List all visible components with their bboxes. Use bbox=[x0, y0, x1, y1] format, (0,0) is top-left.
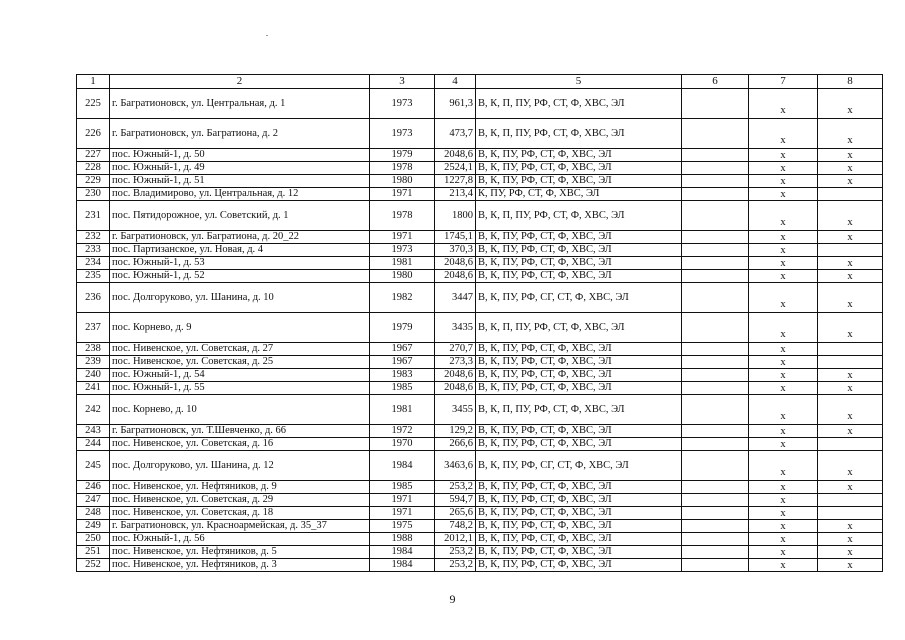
table-row bbox=[77, 162, 883, 175]
col7-mark-cell: х bbox=[749, 507, 818, 520]
header-col-8: 8 bbox=[818, 75, 883, 89]
row-number-cell: 248 bbox=[77, 507, 110, 520]
services-cell: В, К, ПУ, РФ, СГ, СТ, Ф, ХВС, ЭЛ bbox=[476, 283, 682, 313]
services-cell: В, К, П, ПУ, РФ, СТ, Ф, ХВС, ЭЛ bbox=[476, 395, 682, 425]
header-col-7: 7 bbox=[749, 75, 818, 89]
table-row bbox=[77, 520, 883, 533]
col6-cell bbox=[682, 533, 749, 546]
table-row bbox=[77, 119, 883, 149]
services-cell: В, К, ПУ, РФ, СТ, Ф, ХВС, ЭЛ bbox=[476, 438, 682, 451]
col8-mark-cell: х bbox=[818, 481, 883, 494]
table-row bbox=[77, 382, 883, 395]
year-cell: 1981 bbox=[370, 257, 435, 270]
table-row bbox=[77, 356, 883, 369]
services-cell: В, К, ПУ, РФ, СТ, Ф, ХВС, ЭЛ bbox=[476, 356, 682, 369]
year-cell: 1967 bbox=[370, 343, 435, 356]
col8-mark-cell: х bbox=[818, 425, 883, 438]
row-number-cell: 228 bbox=[77, 162, 110, 175]
col7-mark-cell: х bbox=[749, 438, 818, 451]
col8-mark-cell bbox=[818, 343, 883, 356]
col6-cell bbox=[682, 369, 749, 382]
services-cell: В, К, ПУ, РФ, СТ, Ф, ХВС, ЭЛ bbox=[476, 162, 682, 175]
year-cell: 1975 bbox=[370, 520, 435, 533]
col7-mark-cell: х bbox=[749, 369, 818, 382]
col8-mark-cell: х bbox=[818, 149, 883, 162]
col7-mark-cell: х bbox=[749, 270, 818, 283]
col8-mark-cell: х bbox=[818, 175, 883, 188]
col7-mark-cell: х bbox=[749, 244, 818, 257]
header-col-5: 5 bbox=[476, 75, 682, 89]
table-row bbox=[77, 533, 883, 546]
col6-cell bbox=[682, 188, 749, 201]
address-cell: пос. Южный-1, д. 55 bbox=[110, 382, 370, 395]
col7-mark-cell: х bbox=[749, 89, 818, 119]
year-cell: 1971 bbox=[370, 494, 435, 507]
services-cell: В, К, ПУ, РФ, СТ, Ф, ХВС, ЭЛ bbox=[476, 382, 682, 395]
col8-mark-cell: х bbox=[818, 533, 883, 546]
services-cell: К, ПУ, РФ, СТ, Ф, ХВС, ЭЛ bbox=[476, 188, 682, 201]
row-number-cell: 236 bbox=[77, 283, 110, 313]
services-cell: В, К, ПУ, РФ, СГ, СТ, Ф, ХВС, ЭЛ bbox=[476, 451, 682, 481]
col6-cell bbox=[682, 451, 749, 481]
col7-mark-cell: х bbox=[749, 175, 818, 188]
col8-mark-cell: х bbox=[818, 89, 883, 119]
row-number-cell: 240 bbox=[77, 369, 110, 382]
col8-mark-cell: х bbox=[818, 270, 883, 283]
area-cell: 370,3 bbox=[435, 244, 476, 257]
col6-cell bbox=[682, 507, 749, 520]
year-cell: 1984 bbox=[370, 559, 435, 572]
table-row bbox=[77, 369, 883, 382]
area-cell: 129,2 bbox=[435, 425, 476, 438]
services-cell: В, К, ПУ, РФ, СТ, Ф, ХВС, ЭЛ bbox=[476, 231, 682, 244]
area-cell: 253,2 bbox=[435, 559, 476, 572]
address-cell: пос. Партизанское, ул. Новая, д. 4 bbox=[110, 244, 370, 257]
services-cell: В, К, ПУ, РФ, СТ, Ф, ХВС, ЭЛ bbox=[476, 533, 682, 546]
address-cell: пос. Корнево, д. 10 bbox=[110, 395, 370, 425]
table-row bbox=[77, 481, 883, 494]
col7-mark-cell: х bbox=[749, 149, 818, 162]
services-cell: В, К, ПУ, РФ, СТ, Ф, ХВС, ЭЛ bbox=[476, 175, 682, 188]
table-row bbox=[77, 343, 883, 356]
area-cell: 3455 bbox=[435, 395, 476, 425]
col8-mark-cell bbox=[818, 188, 883, 201]
area-cell: 265,6 bbox=[435, 507, 476, 520]
area-cell: 748,2 bbox=[435, 520, 476, 533]
address-cell: пос. Нивенское, ул. Советская, д. 27 bbox=[110, 343, 370, 356]
table-row bbox=[77, 188, 883, 201]
address-cell: пос. Южный-1, д. 51 bbox=[110, 175, 370, 188]
scan-mark bbox=[266, 35, 268, 36]
year-cell: 1983 bbox=[370, 369, 435, 382]
col6-cell bbox=[682, 175, 749, 188]
area-cell: 213,4 bbox=[435, 188, 476, 201]
row-number-cell: 243 bbox=[77, 425, 110, 438]
col8-mark-cell: х bbox=[818, 283, 883, 313]
col7-mark-cell: х bbox=[749, 188, 818, 201]
year-cell: 1970 bbox=[370, 438, 435, 451]
col8-mark-cell: х bbox=[818, 201, 883, 231]
address-cell: пос. Нивенское, ул. Нефтяников, д. 3 bbox=[110, 559, 370, 572]
year-cell: 1971 bbox=[370, 188, 435, 201]
col8-mark-cell: х bbox=[818, 119, 883, 149]
col6-cell bbox=[682, 494, 749, 507]
year-cell: 1978 bbox=[370, 201, 435, 231]
area-cell: 961,3 bbox=[435, 89, 476, 119]
table-row bbox=[77, 395, 883, 425]
col8-mark-cell: х bbox=[818, 520, 883, 533]
row-number-cell: 244 bbox=[77, 438, 110, 451]
year-cell: 1984 bbox=[370, 546, 435, 559]
row-number-cell: 250 bbox=[77, 533, 110, 546]
year-cell: 1985 bbox=[370, 382, 435, 395]
table-row bbox=[77, 231, 883, 244]
table-row bbox=[77, 546, 883, 559]
col8-mark-cell: х bbox=[818, 231, 883, 244]
address-cell: пос. Нивенское, ул. Советская, д. 29 bbox=[110, 494, 370, 507]
year-cell: 1984 bbox=[370, 451, 435, 481]
area-cell: 2048,6 bbox=[435, 257, 476, 270]
col6-cell bbox=[682, 520, 749, 533]
area-cell: 2048,6 bbox=[435, 369, 476, 382]
col6-cell bbox=[682, 438, 749, 451]
col7-mark-cell: х bbox=[749, 395, 818, 425]
year-cell: 1973 bbox=[370, 89, 435, 119]
col6-cell bbox=[682, 481, 749, 494]
col7-mark-cell: х bbox=[749, 559, 818, 572]
col8-mark-cell: х bbox=[818, 162, 883, 175]
year-cell: 1982 bbox=[370, 283, 435, 313]
area-cell: 273,3 bbox=[435, 356, 476, 369]
address-cell: пос. Нивенское, ул. Советская, д. 18 bbox=[110, 507, 370, 520]
col7-mark-cell: х bbox=[749, 520, 818, 533]
header-col-4: 4 bbox=[435, 75, 476, 89]
year-cell: 1985 bbox=[370, 481, 435, 494]
table-row bbox=[77, 283, 883, 313]
table-row bbox=[77, 149, 883, 162]
services-cell: В, К, П, ПУ, РФ, СТ, Ф, ХВС, ЭЛ bbox=[476, 119, 682, 149]
page-number: 9 bbox=[449, 592, 456, 606]
col6-cell bbox=[682, 425, 749, 438]
services-cell: В, К, ПУ, РФ, СТ, Ф, ХВС, ЭЛ bbox=[476, 149, 682, 162]
col6-cell bbox=[682, 257, 749, 270]
col7-mark-cell: х bbox=[749, 162, 818, 175]
row-number-cell: 226 bbox=[77, 119, 110, 149]
area-cell: 594,7 bbox=[435, 494, 476, 507]
table-row bbox=[77, 257, 883, 270]
table-row bbox=[77, 175, 883, 188]
row-number-cell: 231 bbox=[77, 201, 110, 231]
row-number-cell: 251 bbox=[77, 546, 110, 559]
services-cell: В, К, ПУ, РФ, СТ, Ф, ХВС, ЭЛ bbox=[476, 244, 682, 257]
col8-mark-cell: х bbox=[818, 257, 883, 270]
col7-mark-cell: х bbox=[749, 494, 818, 507]
col8-mark-cell: х bbox=[818, 313, 883, 343]
col6-cell bbox=[682, 162, 749, 175]
address-cell: пос. Нивенское, ул. Советская, д. 16 bbox=[110, 438, 370, 451]
services-cell: В, К, П, ПУ, РФ, СТ, Ф, ХВС, ЭЛ bbox=[476, 201, 682, 231]
col6-cell bbox=[682, 149, 749, 162]
address-cell: г. Багратионовск, ул. Багратиона, д. 2 bbox=[110, 119, 370, 149]
col8-mark-cell: х bbox=[818, 559, 883, 572]
area-cell: 2048,6 bbox=[435, 149, 476, 162]
col6-cell bbox=[682, 231, 749, 244]
services-cell: В, К, ПУ, РФ, СТ, Ф, ХВС, ЭЛ bbox=[476, 343, 682, 356]
address-cell: г. Багратионовск, ул. Центральная, д. 1 bbox=[110, 89, 370, 119]
year-cell: 1979 bbox=[370, 149, 435, 162]
area-cell: 2048,6 bbox=[435, 382, 476, 395]
address-cell: пос. Южный-1, д. 53 bbox=[110, 257, 370, 270]
year-cell: 1973 bbox=[370, 119, 435, 149]
year-cell: 1978 bbox=[370, 162, 435, 175]
col6-cell bbox=[682, 546, 749, 559]
row-number-cell: 235 bbox=[77, 270, 110, 283]
table-row bbox=[77, 438, 883, 451]
services-cell: В, К, ПУ, РФ, СТ, Ф, ХВС, ЭЛ bbox=[476, 369, 682, 382]
services-cell: В, К, ПУ, РФ, СТ, Ф, ХВС, ЭЛ bbox=[476, 257, 682, 270]
area-cell: 266,6 bbox=[435, 438, 476, 451]
col7-mark-cell: х bbox=[749, 382, 818, 395]
row-number-cell: 227 bbox=[77, 149, 110, 162]
services-cell: В, К, ПУ, РФ, СТ, Ф, ХВС, ЭЛ bbox=[476, 559, 682, 572]
housing-register-table bbox=[76, 74, 883, 572]
col6-cell bbox=[682, 382, 749, 395]
services-cell: В, К, ПУ, РФ, СТ, Ф, ХВС, ЭЛ bbox=[476, 270, 682, 283]
services-cell: В, К, ПУ, РФ, СТ, Ф, ХВС, ЭЛ bbox=[476, 425, 682, 438]
table-row bbox=[77, 89, 883, 119]
services-cell: В, К, ПУ, РФ, СТ, Ф, ХВС, ЭЛ bbox=[476, 494, 682, 507]
col7-mark-cell: х bbox=[749, 546, 818, 559]
address-cell: пос. Нивенское, ул. Нефтяников, д. 9 bbox=[110, 481, 370, 494]
table-row bbox=[77, 425, 883, 438]
table-row bbox=[77, 451, 883, 481]
col7-mark-cell: х bbox=[749, 231, 818, 244]
row-number-cell: 245 bbox=[77, 451, 110, 481]
services-cell: В, К, П, ПУ, РФ, СТ, Ф, ХВС, ЭЛ bbox=[476, 313, 682, 343]
services-cell: В, К, П, ПУ, РФ, СТ, Ф, ХВС, ЭЛ bbox=[476, 89, 682, 119]
table-row bbox=[77, 494, 883, 507]
col6-cell bbox=[682, 313, 749, 343]
area-cell: 1227,8 bbox=[435, 175, 476, 188]
address-cell: пос. Долгоруково, ул. Шанина, д. 12 bbox=[110, 451, 370, 481]
col8-mark-cell bbox=[818, 507, 883, 520]
table-row bbox=[77, 507, 883, 520]
area-cell: 270,7 bbox=[435, 343, 476, 356]
col8-mark-cell bbox=[818, 356, 883, 369]
col6-cell bbox=[682, 201, 749, 231]
header-col-1: 1 bbox=[77, 75, 110, 89]
col8-mark-cell: х bbox=[818, 546, 883, 559]
header-col-2: 2 bbox=[110, 75, 370, 89]
address-cell: пос. Долгоруково, ул. Шанина, д. 10 bbox=[110, 283, 370, 313]
address-cell: г. Багратионовск, ул. Багратиона, д. 20_22 bbox=[110, 231, 370, 244]
col6-cell bbox=[682, 89, 749, 119]
col8-mark-cell: х bbox=[818, 395, 883, 425]
col7-mark-cell: х bbox=[749, 283, 818, 313]
address-cell: пос. Нивенское, ул. Нефтяников, д. 5 bbox=[110, 546, 370, 559]
col7-mark-cell: х bbox=[749, 119, 818, 149]
year-cell: 1971 bbox=[370, 231, 435, 244]
services-cell: В, К, ПУ, РФ, СТ, Ф, ХВС, ЭЛ bbox=[476, 481, 682, 494]
address-cell: г. Багратионовск, ул. Т.Шевченко, д. 66 bbox=[110, 425, 370, 438]
row-number-cell: 237 bbox=[77, 313, 110, 343]
col8-mark-cell: х bbox=[818, 451, 883, 481]
row-number-cell: 242 bbox=[77, 395, 110, 425]
row-number-cell: 229 bbox=[77, 175, 110, 188]
address-cell: пос. Южный-1, д. 50 bbox=[110, 149, 370, 162]
header-col-6: 6 bbox=[682, 75, 749, 89]
area-cell: 3447 bbox=[435, 283, 476, 313]
area-cell: 3435 bbox=[435, 313, 476, 343]
services-cell: В, К, ПУ, РФ, СТ, Ф, ХВС, ЭЛ bbox=[476, 507, 682, 520]
address-cell: пос. Владимирово, ул. Центральная, д. 12 bbox=[110, 188, 370, 201]
area-cell: 1800 bbox=[435, 201, 476, 231]
table-row bbox=[77, 244, 883, 257]
col7-mark-cell: х bbox=[749, 425, 818, 438]
address-cell: пос. Южный-1, д. 52 bbox=[110, 270, 370, 283]
col6-cell bbox=[682, 559, 749, 572]
address-cell: г. Багратионовск, ул. Красноармейская, д. 35_37 bbox=[110, 520, 370, 533]
col7-mark-cell: х bbox=[749, 533, 818, 546]
col8-mark-cell bbox=[818, 438, 883, 451]
table-row bbox=[77, 559, 883, 572]
col8-mark-cell bbox=[818, 244, 883, 257]
col8-mark-cell: х bbox=[818, 369, 883, 382]
year-cell: 1981 bbox=[370, 395, 435, 425]
area-cell: 253,2 bbox=[435, 481, 476, 494]
col7-mark-cell: х bbox=[749, 356, 818, 369]
row-number-cell: 246 bbox=[77, 481, 110, 494]
year-cell: 1971 bbox=[370, 507, 435, 520]
row-number-cell: 232 bbox=[77, 231, 110, 244]
year-cell: 1980 bbox=[370, 270, 435, 283]
header-col-3: 3 bbox=[370, 75, 435, 89]
row-number-cell: 241 bbox=[77, 382, 110, 395]
row-number-cell: 249 bbox=[77, 520, 110, 533]
col6-cell bbox=[682, 119, 749, 149]
col6-cell bbox=[682, 343, 749, 356]
col7-mark-cell: х bbox=[749, 343, 818, 356]
table-row bbox=[77, 313, 883, 343]
area-cell: 2012,1 bbox=[435, 533, 476, 546]
col7-mark-cell: х bbox=[749, 201, 818, 231]
area-cell: 2524,1 bbox=[435, 162, 476, 175]
row-number-cell: 225 bbox=[77, 89, 110, 119]
address-cell: пос. Пятидорожное, ул. Советский, д. 1 bbox=[110, 201, 370, 231]
services-cell: В, К, ПУ, РФ, СТ, Ф, ХВС, ЭЛ bbox=[476, 520, 682, 533]
area-cell: 253,2 bbox=[435, 546, 476, 559]
table-row bbox=[77, 270, 883, 283]
col7-mark-cell: х bbox=[749, 481, 818, 494]
table-row bbox=[77, 201, 883, 231]
row-number-cell: 252 bbox=[77, 559, 110, 572]
year-cell: 1980 bbox=[370, 175, 435, 188]
col8-mark-cell: х bbox=[818, 382, 883, 395]
area-cell: 1745,1 bbox=[435, 231, 476, 244]
col7-mark-cell: х bbox=[749, 451, 818, 481]
row-number-cell: 238 bbox=[77, 343, 110, 356]
area-cell: 473,7 bbox=[435, 119, 476, 149]
header-row bbox=[77, 75, 883, 89]
col8-mark-cell bbox=[818, 494, 883, 507]
row-number-cell: 233 bbox=[77, 244, 110, 257]
col7-mark-cell: х bbox=[749, 257, 818, 270]
col7-mark-cell: х bbox=[749, 313, 818, 343]
col6-cell bbox=[682, 283, 749, 313]
col6-cell bbox=[682, 395, 749, 425]
year-cell: 1972 bbox=[370, 425, 435, 438]
address-cell: пос. Нивенское, ул. Советская, д. 25 bbox=[110, 356, 370, 369]
year-cell: 1988 bbox=[370, 533, 435, 546]
area-cell: 2048,6 bbox=[435, 270, 476, 283]
address-cell: пос. Южный-1, д. 56 bbox=[110, 533, 370, 546]
col6-cell bbox=[682, 244, 749, 257]
address-cell: пос. Корнево, д. 9 bbox=[110, 313, 370, 343]
col6-cell bbox=[682, 270, 749, 283]
row-number-cell: 247 bbox=[77, 494, 110, 507]
year-cell: 1973 bbox=[370, 244, 435, 257]
services-cell: В, К, ПУ, РФ, СТ, Ф, ХВС, ЭЛ bbox=[476, 546, 682, 559]
col6-cell bbox=[682, 356, 749, 369]
year-cell: 1979 bbox=[370, 313, 435, 343]
row-number-cell: 239 bbox=[77, 356, 110, 369]
address-cell: пос. Южный-1, д. 49 bbox=[110, 162, 370, 175]
row-number-cell: 230 bbox=[77, 188, 110, 201]
year-cell: 1967 bbox=[370, 356, 435, 369]
area-cell: 3463,6 bbox=[435, 451, 476, 481]
row-number-cell: 234 bbox=[77, 257, 110, 270]
address-cell: пос. Южный-1, д. 54 bbox=[110, 369, 370, 382]
